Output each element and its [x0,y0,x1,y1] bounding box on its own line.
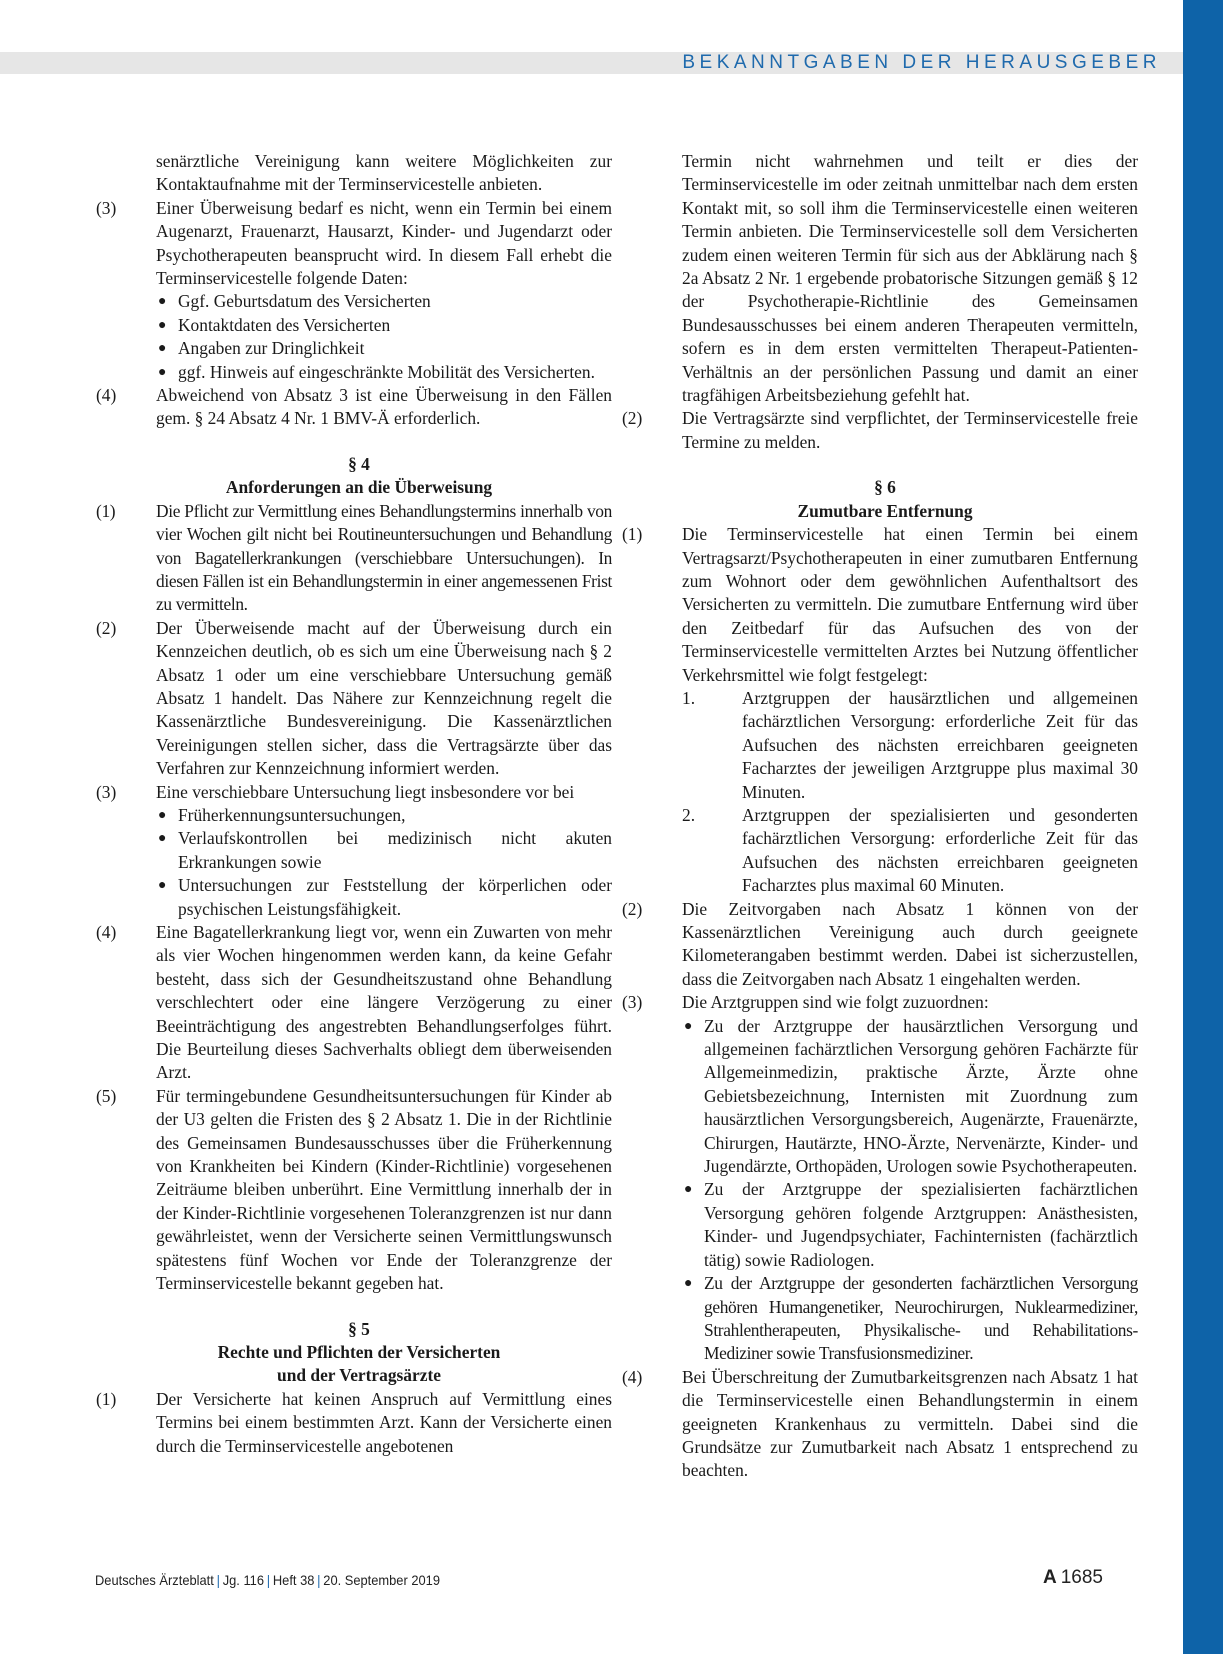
separator: | [266,1572,271,1588]
paragraph-number: (3) [622,992,643,1013]
paragraph-number: (3) [96,781,117,802]
paragraph-3 [96,197,612,384]
paragraph-text: Die Terminservicestelle hat einen Termin bei einem Vertragsarzt/Psychotherapeuten in einer zumutbaren Entfernung zum Wohnort oder dem gewöhnlichen Aufenthaltsort des Versicherten zu vermitteln. Die zumutbare Entfernung wird über den Zeitbedarf für das Aufsuchen des von der Terminservicestelle vermittelten Arztes bei Nutzung öffentlicher Verkehrsmittel wie folgt festgelegt: [682,524,1138,685]
paragraph-text: Eine verschiebbare Untersuchung liegt insbesondere vor bei [156,781,575,802]
bullet-icon: ● [684,1276,693,1292]
item-number: 2. [682,804,696,825]
list-item-text: Zu der Arztgruppe der spezialisierten fachärztlichen Versorgung gehören folgende Arztgruppen: Anästhesisten, Kinder- und Jugendpsychiater, Fachinternisten (fachärztlich tätig) sowie Radiologen. [704,1179,1138,1270]
bullet-icon: ● [684,1018,693,1034]
paragraph-text: Die Arztgruppen sind wie folgt zuzuordnen: [682,992,989,1013]
paragraph-number: (2) [622,898,643,919]
list-item [156,314,612,337]
list-item-text: Zu der Arztgruppe der gesonderten fachärztlichen Versorgung gehören Humangenetiker, Neurochirurgen, Nuklearmediziner, Strahlentherapeuten, Physikalische- und Rehabilitations-Mediziner sowie Transfusionsmediziner. [704,1273,1138,1364]
side-color-bar [1183,0,1223,1654]
list-item-text: Zu der Arztgruppe der hausärztlichen Versorgung und allgemeinen fachärztlichen Versorgung gehören Fachärzte für Allgemeinmedizin, praktische Ärzte, Ärzte ohne Gebietsbezeichnung, Internisten mit Zuordnung zum hausärztlichen Versorgungsbereich, Augenärzte, Frauenärzte, Chirurgen, Hautärzte, HNO-Ärzte, Nervenärzte, Kinder- und Jugendärzte, Orthopäden, Urologen sowie Psychotherapeuten. [704,1015,1138,1177]
list-item-text: Ggf. Geburtsdatum des Versicherten [178,291,431,312]
section-6-heading [622,476,1138,523]
paragraph-4 [622,1366,1138,1483]
list-item [156,361,612,384]
list-item [156,337,612,360]
paragraph-text: Der Versicherte hat keinen Anspruch auf Vermittlung eines Termins bei einem bestimmten Arzt. Kann der Versicherte einen durch die Terminservicestelle angebotenen [156,1388,612,1456]
section-number: § 6 [874,477,896,498]
paragraph-text: Eine Bagatellerkrankung liegt vor, wenn ein Zuwarten von mehr als vier Wochen hingenommen werden kann, da keine Gefahr besteht, dass sich der Gesundheitszustand ohne Behandlung verschlechtert oder eine längere Verzögerung zu einer Beeinträchtigung des angestrebten Behandlungserfolges führt. Die Beurteilung dieses Sachverhalts obliegt dem überweisenden Arzt. [156,922,612,1083]
list-item-text: Angaben zur Dringlichkeit [178,338,365,359]
list-item [682,1272,1138,1366]
bullet-icon: ● [158,831,167,847]
bullet-list [156,804,612,921]
section-number: § 5 [348,1318,370,1339]
bullet-icon: ● [158,341,167,357]
paragraph-3 [622,991,1138,1366]
paragraph-5 [96,1085,612,1296]
paragraph-text: Abweichend von Absatz 3 ist eine Überweisung in den Fällen gem. § 24 Absatz 4 Nr. 1 BMV-Ä erforderlich. [156,385,612,429]
journal-name: Deutsches Ärzteblatt [95,1572,214,1588]
numbered-item [682,687,1138,804]
bullet-icon: ● [158,364,167,380]
paragraph-number: (4) [96,922,117,942]
paragraph-1 [96,1388,612,1458]
list-item [156,804,612,827]
paragraph-1 [96,500,612,617]
numbered-item [682,804,1138,898]
list-item-text: ggf. Hinweis auf eingeschränkte Mobilität des Versicherten. [178,361,595,382]
paragraph-text: Der Überweisende macht auf der Überweisung durch ein Kennzeichen deutlich, ob es sich um eine Überweisung nach § 2 Absatz 1 oder um eine verschiebbare Untersuchung gemäß Absatz 1 handelt. Das Nähere zur Kennzeichnung regelt die Kassenärztliche Bundesvereinigung. Die Kassenärztlichen Vereinigungen stellen sicher, dass die Vertragsärzte über das Verfahren zur Kennzeichnung informiert werden. [156,617,612,779]
paragraph-number: (3) [96,197,117,218]
paragraph-number: (1) [622,524,643,545]
section-title: Zumutbare Entfernung [797,500,973,521]
footer-citation [95,1572,440,1588]
paragraph-number: (4) [96,385,117,406]
paragraph-2 [622,898,1138,992]
page-number-value: 1685 [1060,1567,1103,1588]
bullet-icon: ● [158,807,167,823]
section-header-title: BEKANNTGABEN DER HERAUSGEBER [682,52,1161,73]
paragraph-text: senärztliche Vereinigung kann weitere Möglichkeiten zur Kontaktaufnahme mit der Terminservicestelle anbieten. [156,151,612,195]
item-text: Arztgruppen der hausärztlichen und allgemeinen fachärztlichen Versorgung: erforderliche Zeit für das Aufsuchen des nächsten erreichbaren geeigneten Facharztes der jeweiligen Arztgruppe plus maximal 30 Minuten. [742,687,1138,802]
list-item [156,874,612,921]
list-item [156,827,612,874]
paragraph-text: Bei Überschreitung der Zumutbarkeitsgrenzen nach Absatz 1 hat die Terminservicestelle einen Behandlungstermin in einem geeigneten Krankenhaus zu vermitteln. Dabei sind die Grundsätze zur Zumutbarkeit nach Absatz 1 entsprechend zu beachten. [682,1366,1138,1481]
continuation-paragraph [96,150,612,197]
paragraph-4 [96,921,612,1085]
paragraph-number: (2) [96,617,117,638]
paragraph-2 [96,617,612,781]
bullet-icon: ● [158,317,167,333]
list-item [682,1015,1138,1179]
bullet-list [682,1015,1138,1366]
bullet-list [156,290,612,384]
section-title: Anforderungen an die Überweisung [225,477,493,498]
paragraph-4 [96,384,612,431]
continuation-paragraph [622,150,1138,407]
journal-issue: Heft 38 [272,1572,315,1588]
bullet-icon: ● [684,1182,693,1198]
paragraph-3 [96,781,612,921]
paragraph-number: (2) [622,408,643,429]
paragraph-number: (1) [96,1388,117,1409]
paragraph-1 [622,523,1138,898]
list-item-text: Kontaktdaten des Versicherten [178,314,391,335]
paragraph-text: Die Zeitvorgaben nach Absatz 1 können von der Kassenärztlichen Vereinigung auch durch geeignete Kilometerangaben bestimmt werden. Dabei ist sicherzustellen, dass die Zeitvorgaben nach Absatz 1 eingehalten werden. [682,898,1138,989]
page-number [1043,1567,1103,1589]
list-item [682,1178,1138,1272]
right-column [622,150,1138,1483]
journal-volume: Jg. 116 [222,1572,265,1588]
list-item-text: Verlaufskontrollen bei medizinisch nicht akuten Erkrankungen sowie [178,828,612,872]
list-item-text: Früherkennungsuntersuchungen, [178,804,406,825]
item-number: 1. [682,687,696,708]
list-item [156,290,612,313]
bullet-icon: ● [158,294,167,310]
paragraph-text: Für termingebundene Gesundheitsuntersuchungen für Kinder ab der U3 gelten die Fristen des § 2 Absatz 1. Die in der Richtlinie des Gemeinsamen Bundesausschusses über die Früherkennung von Krankheiten bei Kindern (Kinder-Richtlinie) vorgesehenen Zeiträume bleiben unberührt. Eine Vermittlung innerhalb der in der Kinder-Richtlinie vorgesehenen Toleranzgrenzen ist nur dann gewährleistet, wenn der Versicherte seinen Vermittlungswunsch spätestens fünf Wochen vor Ende der Toleranzgrenze der Terminservicestelle bekannt gegeben hat. [156,1085,612,1294]
paragraph-number: (4) [622,1366,643,1387]
separator: | [216,1572,220,1588]
paragraph-text: Die Vertragsärzte sind verpflichtet, der Terminservicestelle freie Termine zu melden. [682,408,1138,452]
bullet-icon: ● [158,878,167,894]
paragraph-number: (1) [96,500,116,521]
paragraph-number: (5) [96,1085,117,1106]
list-item-text: Untersuchungen zur Feststellung der körperlichen oder psychischen Leistungsfähigkeit. [178,875,612,919]
paragraph-2 [622,407,1138,454]
section-number: § 4 [348,453,370,474]
separator: | [317,1572,321,1588]
paragraph-text: Einer Überweisung bedarf es nicht, wenn ein Termin bei einem Augenarzt, Frauenarzt, Hausarzt, Kinder- und Jugendarzt oder Psychotherapeuten beansprucht wird. In diesem Fall erhebt die Terminservicestelle folgende Daten: [156,197,612,289]
left-column [96,150,612,1458]
section-title: Rechte und Pflichten der Versicherten [217,1341,501,1362]
section-4-heading [96,453,612,500]
section-5-heading [96,1318,612,1388]
paragraph-text: Die Pflicht zur Vermittlung eines Behandlungstermins innerhalb von vier Wochen gilt nicht bei Routineuntersuchungen und Behandlung von Bagatellerkrankungen (verschiebbare Untersuchungen). In diesen Fällen ist ein Behandlungstermin in einer angemessenen Frist zu vermitteln. [156,500,612,615]
section-title: und der Vertragsärzte [277,1365,441,1386]
item-text: Arztgruppen der spezialisierten und gesonderten fachärztlichen Versorgung: erforderliche Zeit für das Aufsuchen des nächsten erreichbaren geeigneten Facharztes plus maximal 60 Minuten. [742,804,1138,896]
page-prefix: A [1042,1567,1057,1588]
paragraph-text: Termin nicht wahrnehmen und teilt er dies der Terminservicestelle im oder zeitnah unmittelbar nach dem ersten Kontakt mit, so soll ihm die Terminservicestelle einen weiteren Termin anbieten. Die Terminservicestelle soll dem Versicherten zudem einen weiteren Termin für sich aus der Abklärung nach § 2a Absatz 2 Nr. 1 ergebende probatorische Sitzungen gemäß § 12 der Psychotherapie-Richtlinie des Gemeinsamen Bundesausschusses bei einem anderen Therapeuten vermitteln, sofern es in dem ersten vermittelten Therapeut-Patienten-Verhältnis an der persönlichen Passung und damit an einer tragfähigen Arbeitsbeziehung gefehlt hat. [682,151,1138,406]
journal-date: 20. September 2019 [323,1572,440,1588]
